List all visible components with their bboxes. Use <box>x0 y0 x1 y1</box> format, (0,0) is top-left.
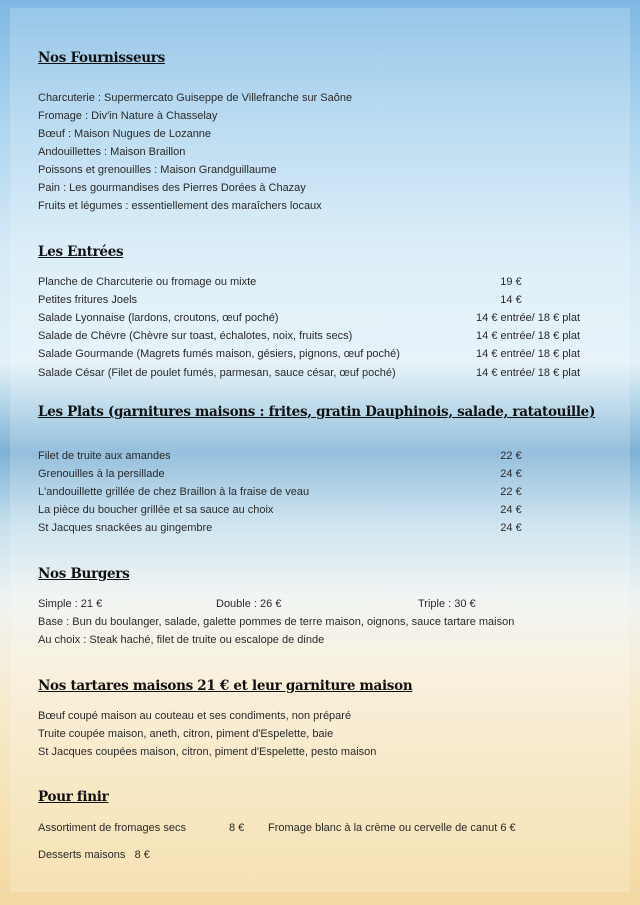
burger-triple-price: Triple : 30 € <box>418 598 476 610</box>
menu-item-name: Salade César (Filet de poulet fumés, parmesan, sauce césar, œuf poché) <box>38 367 396 379</box>
dessert-item-price: 8 € <box>229 822 245 834</box>
section-title-burgers: Nos Burgers <box>38 566 130 582</box>
burger-simple-price: Simple : 21 € <box>38 598 103 610</box>
menu-item-price: 19 € <box>500 276 522 288</box>
menu-item-name: Planche de Charcuterie ou fromage ou mixte <box>38 276 257 288</box>
menu-item-name: L'andouillette grillée de chez Braillon à la fraise de veau <box>38 486 310 498</box>
menu-item-price: 22 € <box>500 450 522 462</box>
dessert-item: Fromage blanc à la crème ou cervelle de canut 6 € <box>268 822 516 834</box>
menu-item-name: Grenouilles à la persillade <box>38 468 165 480</box>
section-title-entrees: Les Entrées <box>38 244 124 260</box>
supplier-item: Andouillettes : Maison Braillon <box>38 146 186 158</box>
supplier-item: Fruits et légumes : essentiellement des maraîchers locaux <box>38 200 322 212</box>
menu-item-name: Petites fritures Joels <box>38 294 138 306</box>
dessert-item-name: Assortiment de fromages secs <box>38 822 186 834</box>
menu-item-name: Salade Lyonnaise (lardons, croutons, œuf poché) <box>38 312 279 324</box>
supplier-item: Fromage : Div'in Nature à Chasselay <box>38 110 218 122</box>
menu-item-price: 14 € entrée/ 18 € plat <box>476 330 580 342</box>
menu-item-name: La pièce du boucher grillée et sa sauce au choix <box>38 504 274 516</box>
supplier-item: Charcuterie : Supermercato Guiseppe de Villefranche sur Saône <box>38 92 353 104</box>
dessert-item: Desserts maisons 8 € <box>38 849 150 861</box>
tartare-item: Bœuf coupé maison au couteau et ses condiments, non préparé <box>38 710 352 722</box>
menu-item-price: 24 € <box>500 504 522 516</box>
menu-item-price: 14 € entrée/ 18 € plat <box>476 367 580 379</box>
menu-item-name: St Jacques snackées au gingembre <box>38 522 213 534</box>
supplier-item: Poissons et grenouilles : Maison Grandguillaume <box>38 164 277 176</box>
tartare-item: Truite coupée maison, aneth, citron, piment d'Espelette, baie <box>38 728 334 740</box>
supplier-item: Bœuf : Maison Nugues de Lozanne <box>38 128 212 140</box>
supplier-item: Pain : Les gourmandises des Pierres Dorées à Chazay <box>38 182 306 194</box>
menu-item-price: 24 € <box>500 522 522 534</box>
burger-base: Base : Bun du boulanger, salade, galette pommes de terre maison, oignons, sauce tartare maison <box>38 616 515 628</box>
section-title-plats: Les Plats (garnitures maisons : frites, gratin Dauphinois, salade, ratatouille) <box>38 404 596 420</box>
menu-item-price: 24 € <box>500 468 522 480</box>
menu-item-price: 14 € entrée/ 18 € plat <box>476 312 580 324</box>
menu-item-price: 14 € entrée/ 18 € plat <box>476 348 580 360</box>
menu-item-name: Salade Gourmande (Magrets fumés maison, gésiers, pignons, œuf poché) <box>38 348 400 360</box>
burger-double-price: Double : 26 € <box>216 598 282 610</box>
tartare-item: St Jacques coupées maison, citron, piment d'Espelette, pesto maison <box>38 746 377 758</box>
menu-item-name: Filet de truite aux amandes <box>38 450 171 462</box>
menu-item-name: Salade de Chèvre (Chèvre sur toast, échalotes, noix, fruits secs) <box>38 330 353 342</box>
section-title-fournisseurs: Nos Fournisseurs <box>38 50 165 66</box>
section-title-tartares: Nos tartares maisons 21 € et leur garniture maison <box>38 678 413 694</box>
section-title-finir: Pour finir <box>38 789 109 805</box>
burger-choice: Au choix : Steak haché, filet de truite ou escalope de dinde <box>38 634 325 646</box>
menu-item-price: 14 € <box>500 294 522 306</box>
menu-item-price: 22 € <box>500 486 522 498</box>
